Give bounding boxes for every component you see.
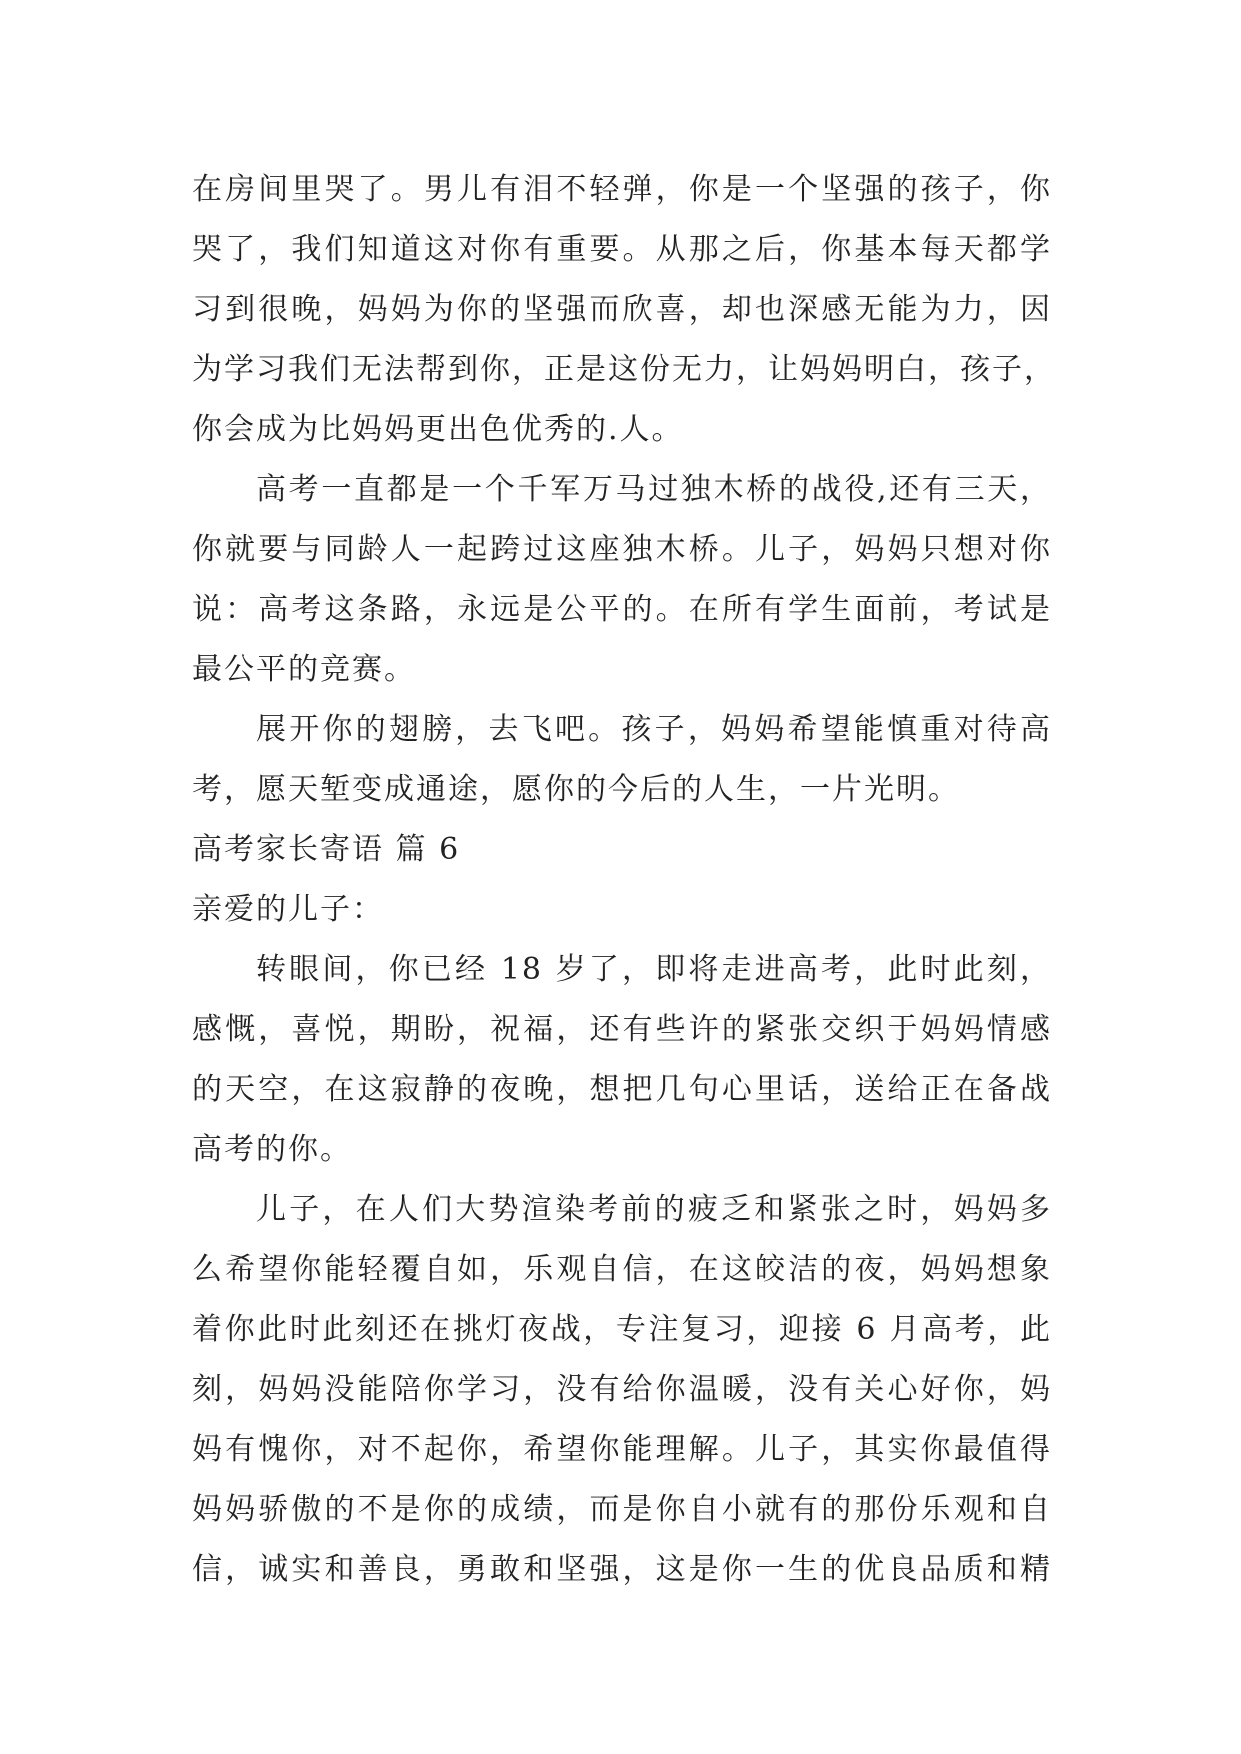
paragraph-first-line: 高考一直都是一个千军万马过独木桥的战役,还有三天， [256,472,1052,507]
text-line: 么希望你能轻覆自如，乐观自信，在这皎洁的夜，妈妈想象 [192,1252,1052,1287]
text-line: 哭了，我们知道这对你有重要。从那之后，你基本每天都学 [192,232,1052,267]
paragraph-first-line: 儿子，在人们大势渲染考前的疲乏和紧张之时，妈妈多 [256,1192,1052,1227]
text-line: 为学习我们无法帮到你，正是这份无力，让妈妈明白，孩子， [192,352,1056,387]
text-line: 习到很晚，妈妈为你的坚强而欣喜，却也深感无能为力，因 [192,292,1052,327]
salutation: 亲爱的儿子： [192,892,384,927]
text-line: 在房间里哭了。男儿有泪不轻弹，你是一个坚强的孩子，你 [192,172,1052,207]
text-line: 最公平的竞赛。 [192,652,416,687]
document-body [192,160,1056,1600]
text-line: 你就要与同龄人一起跨过这座独木桥。儿子，妈妈只想对你 [192,532,1052,567]
text-line: 信，诚实和善良，勇敢和坚强，这是你一生的优良品质和精 [192,1552,1052,1587]
section-heading: 高考家长寄语 篇 6 [192,832,461,867]
text-line: 高考的你。 [192,1132,352,1167]
text-line: 妈妈骄傲的不是你的成绩，而是你自小就有的那份乐观和自 [192,1492,1052,1527]
text-line: 你会成为比妈妈更出色优秀的.人。 [192,412,684,447]
text-line: 着你此时此刻还在挑灯夜战，专注复习，迎接 6 月高考，此 [192,1312,1052,1347]
text-line: 妈有愧你，对不起你，希望你能理解。儿子，其实你最值得 [192,1432,1052,1467]
paragraph-first-line: 展开你的翅膀，去飞吧。孩子，妈妈希望能慎重对待高 [256,712,1052,747]
text-line: 说：高考这条路，永远是公平的。在所有学生面前，考试是 [192,592,1052,627]
text-line: 的天空，在这寂静的夜晚，想把几句心里话，送给正在备战 [192,1072,1052,1107]
text-line: 感慨，喜悦，期盼，祝福，还有些许的紧张交织于妈妈情感 [192,1012,1052,1047]
paragraph-first-line: 转眼间，你已经 18 岁了，即将走进高考，此时此刻， [256,952,1052,987]
text-line: 刻，妈妈没能陪你学习，没有给你温暖，没有关心好你，妈 [192,1372,1052,1407]
text-line: 考，愿天堑变成通途，愿你的今后的人生，一片光明。 [192,772,960,807]
